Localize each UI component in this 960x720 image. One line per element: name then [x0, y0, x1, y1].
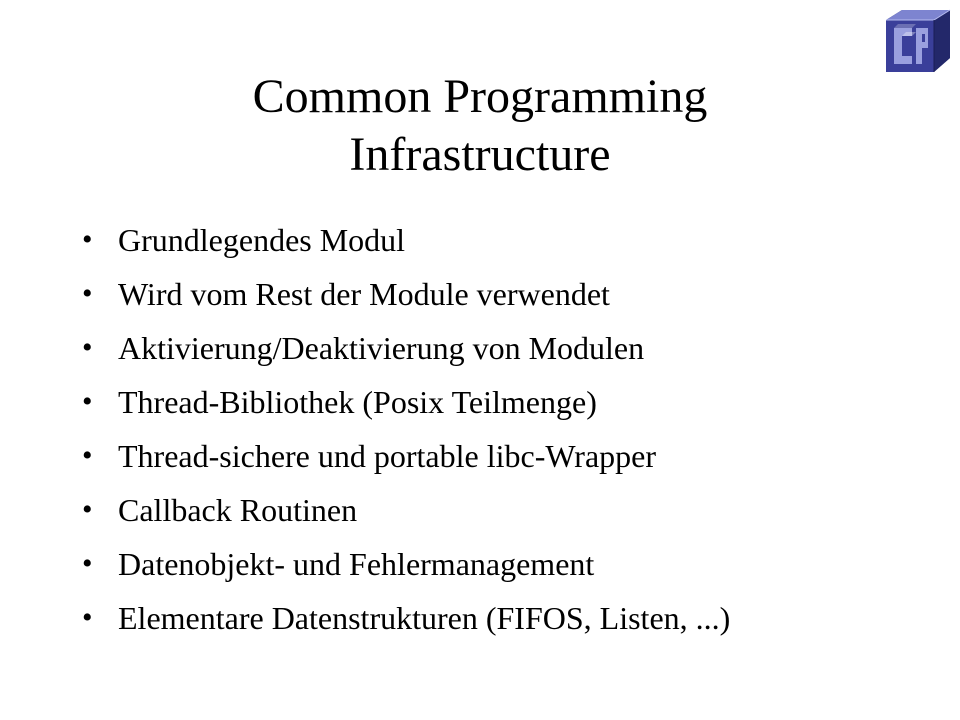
- bullet-marker: •: [82, 439, 93, 472]
- bullet-marker: •: [82, 223, 93, 256]
- bullet-text: Aktivierung/Deaktivierung von Modulen: [118, 330, 645, 366]
- bullet-marker: •: [82, 547, 93, 580]
- slide-title: Common Programming Infrastructure: [252, 70, 708, 181]
- bullet-marker: •: [82, 385, 93, 418]
- bullet-text: Grundlegendes Modul: [118, 222, 406, 258]
- bullet-text: Thread-Bibliothek (Posix Teilmenge): [118, 384, 597, 420]
- list-item: [0, 537, 960, 591]
- bullet-marker: •: [82, 493, 93, 526]
- list-item: [0, 321, 960, 375]
- bullet-text: Elementare Datenstrukturen (FIFOS, Listen, ...): [118, 600, 731, 636]
- list-item: [0, 267, 960, 321]
- bullet-marker: •: [82, 331, 93, 364]
- cp-cube-logo-icon: [878, 6, 958, 86]
- list-item: [0, 429, 960, 483]
- bullet-text: Thread-sichere und portable libc-Wrapper: [118, 438, 656, 474]
- list-item: [0, 483, 960, 537]
- bullet-text: Callback Routinen: [118, 492, 358, 528]
- bullet-list: [0, 213, 960, 645]
- bullet-marker: •: [82, 601, 93, 634]
- bullet-text: Datenobjekt- und Fehlermanagement: [118, 546, 595, 582]
- list-item: [0, 591, 960, 645]
- bullet-marker: •: [82, 277, 93, 310]
- list-item: [0, 375, 960, 429]
- list-item: [0, 213, 960, 267]
- bullet-text: Wird vom Rest der Module verwendet: [118, 276, 610, 312]
